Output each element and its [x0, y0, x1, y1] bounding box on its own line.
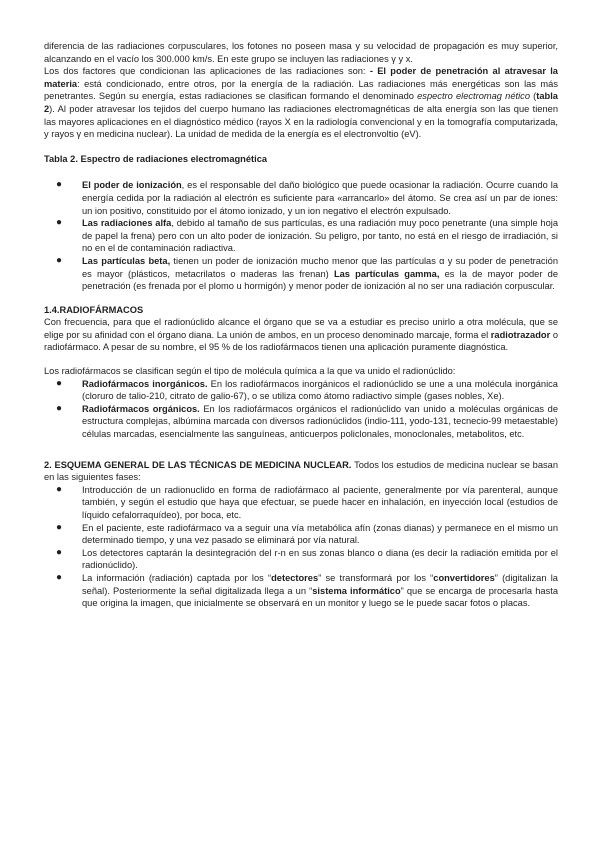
list-item	[44, 255, 558, 293]
text-run: tienen un poder de ionización mucho menor que las partículas α y su poder de penetración es mayor (plásticos, metacrilatos o maderas las frenan)	[82, 255, 558, 279]
bold-run: Las partículas beta,	[82, 255, 171, 266]
text-run: Los detectores captarán la desintegración del r-n en sus zonas blanco o diana (es decir la radiación emitida por el radionúclido).	[82, 547, 558, 571]
bullet-icon: ●	[56, 402, 63, 414]
bold-run: Radiofármacos inorgánicos.	[82, 378, 208, 389]
bold-run: - El poder de penetración al atravesar la materia	[44, 66, 558, 89]
radiation-properties-list	[44, 179, 558, 292]
bold-run: convertidores	[433, 572, 495, 583]
text-run: , es el responsable del daño biológico que puede ocasionar la radiación. Ocurre cuando la energía cedida por la radiación al electrón es suficiente para «arrancarlo» del átomo. Se crea así un par de iones: un ion positivo, constituido por el átomo ionizado, y un ion negativo el electrón expulsado.	[82, 180, 558, 216]
text-run: En los radiofármacos orgánicos el radionúclido van unido a moléculas orgánicas de estructura complejas, albúmina marcada con diversos radionúclidos (indio-111, yodo-131, tecnecio-99 metaestable) células marcadas, esencialmente las sanguíneas, anticuerpos policlonales, monoclonales, metabolitos, etc.	[82, 403, 558, 440]
bold-run: radiotrazador	[490, 329, 551, 340]
section-heading-esquema: 2. ESQUEMA GENERAL DE LAS TÉCNICAS DE MEDICINA NUCLEAR.	[44, 459, 352, 470]
list-item	[44, 179, 558, 217]
list-item	[44, 484, 558, 522]
text-run: ” (digitalizan la señal). Posteriormente la señal digitalizada llega a un “	[82, 572, 558, 596]
list-item	[44, 547, 558, 572]
text-run: Introducción de un radionuclido en forma de radiofármaco al paciente, generalmente por vía parenteral, aunque también, y según el estudio que haya que efectuar, se puede hacer en inhalación, en inyección local (estudios de líquido cefalorraquídeo), por boca, etc.	[82, 484, 558, 520]
radiofarmacos-paragraph-1	[44, 316, 558, 354]
list-item	[44, 378, 558, 403]
text-run: En el paciente, este radiofármaco va a seguir una vía metabólica afín (zonas dianas) y permanece en el mismo un determinado tiempo, y una vez pasado se eliminará por vía natural.	[82, 522, 558, 546]
table-caption: Tabla 2. Espectro de radiaciones electromagnética	[44, 153, 268, 164]
bold-run: sistema informático	[312, 585, 401, 596]
bullet-icon: ●	[56, 254, 63, 266]
text-run: ). Al poder atravesar los tejidos del cuerpo humano las radiaciones electromagnéticas de alta energía son las que tienen las mayores aplicaciones en el diagnóstico médico (rayos X en la radiología convencional y en la tomografía computarizada, y rayos γ en medicina nuclear). La unidad de medida de la energía es el electronvoltio (eV).	[44, 103, 558, 140]
bullet-icon: ●	[56, 546, 63, 558]
document-page	[44, 40, 558, 610]
bullet-icon: ●	[56, 521, 63, 533]
intro-paragraph-2	[44, 65, 558, 141]
list-item	[44, 403, 558, 441]
text-run: Los dos factores que condicionan las aplicaciones de las radiaciones son:	[44, 66, 370, 77]
radiofarmacos-list	[44, 378, 558, 441]
section-2-intro	[44, 459, 558, 484]
radiofarmacos-paragraph-2: Los radiofármacos se clasifican según el tipo de molécula química a la que va unido el radionúclido:	[44, 366, 456, 377]
bold-run: El poder de ionización	[82, 180, 182, 191]
bullet-icon: ●	[56, 377, 63, 389]
text-run: ” se transformará por los “	[318, 572, 434, 583]
text-run: La información (radiación) captada por los “	[82, 572, 272, 583]
list-item	[44, 522, 558, 547]
bold-run: Las partículas gamma,	[333, 268, 440, 279]
fases-list	[44, 484, 558, 610]
list-item	[44, 572, 558, 610]
bullet-icon: ●	[56, 217, 63, 229]
bullet-icon: ●	[56, 483, 63, 495]
bold-run: Las radiaciones alfa	[82, 218, 172, 229]
text-run: : está condicionado, entre otros, por la energía de la radiación. Las radiaciones más energéticas son las más penetrantes. Según su energía, estas radiaciones se clasifican formando el denominado	[44, 78, 558, 102]
bold-run: detectores	[271, 572, 319, 583]
table-reference: tabla 2	[44, 91, 558, 114]
intro-paragraph-1: diferencia de las radiaciones corpusculares, los fotones no poseen masa y su velocidad de propagación es muy superior, alcanzando en el vacío los 300.000 km/s. En este grupo se incluyen las radiaciones γ y x.	[44, 41, 558, 64]
text-run: Todos los estudios de medicina nuclear se basan en las siguientes fases:	[44, 459, 558, 483]
text-run: (	[529, 91, 537, 102]
text-run: En los radiofármacos inorgánicos el radionúclido se une a una molécula inorgánica (cloruro de talio-210, citrato de galio-67), o se utiliza como átomo radiactivo simple (gases nobles, Xe).	[82, 378, 558, 402]
bullet-icon: ●	[56, 571, 63, 583]
text-run: Con frecuencia, para que el radionúclido alcance el órgano que se va a estudiar es preciso unirlo a otra molécula, que se elige por su afinidad con el órgano diana. La unión de ambos, en un proceso denominado marcaje, forma el	[44, 317, 558, 340]
italic-run: espectro electromag nético	[417, 91, 530, 102]
list-item	[44, 217, 558, 255]
section-heading-radiofarmacos: 1.4.RADIOFÁRMACOS	[44, 304, 144, 315]
text-run: ” que se encarga de procesarla hasta que origina la imagen, que inicialmente se observará en un monitor y luego se le puede sacar fotos o placas.	[82, 585, 558, 609]
text-run: , debido al tamaño de sus partículas, es una radiación muy poco penetrante (una simple hoja de papel la frena) pero con un alto poder de ionización. Su peligro, por tanto, no está en el riesgo de irradiación, si no en el de contaminación radiactiva.	[82, 218, 558, 254]
text-run: o radiofármaco. A pesar de su nombre, el 95 % de los radiofármacos tienen una aplicación puramente diagnóstica.	[44, 329, 558, 353]
text-run: es la de mayor poder de penetración (es frenada por el plomo u hormigón) y menor poder de ionización al no ser una radiación corpuscular.	[82, 268, 558, 292]
bold-run: Radiofármacos orgánicos.	[82, 403, 200, 414]
bullet-icon: ●	[56, 179, 63, 191]
